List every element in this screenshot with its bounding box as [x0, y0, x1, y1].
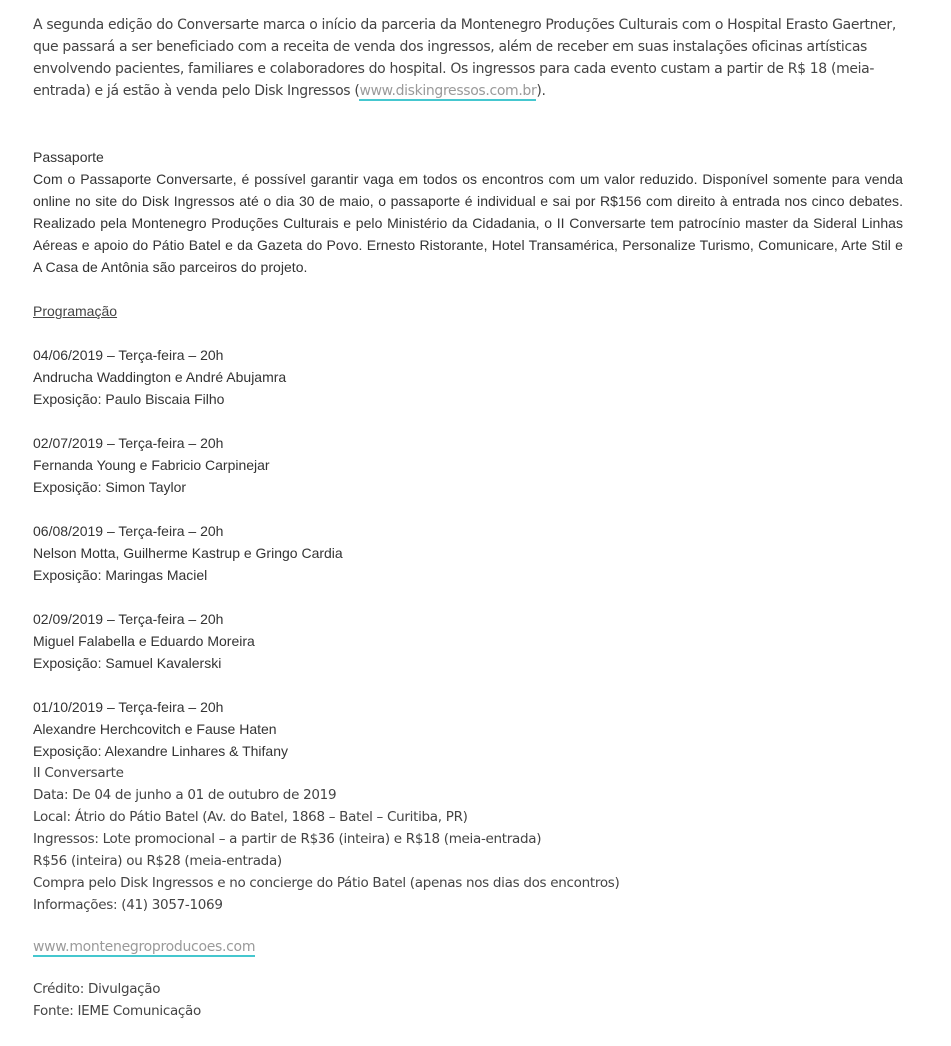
programacao-section [33, 300, 903, 762]
event-item [33, 432, 903, 498]
info-phone: Informações: (41) 3057-1069 [33, 897, 223, 913]
event-item [33, 520, 903, 586]
info-title: II Conversarte [33, 765, 124, 781]
event-date: 02/07/2019 – Terça-feira – 20h [33, 435, 224, 451]
photo-credit: Crédito: Divulgação [33, 981, 161, 997]
event-guests: Alexandre Herchcovitch e Fause Haten [33, 721, 277, 737]
passaporte-body: Com o Passaporte Conversarte, é possível garantir vaga em todos os encontros com um valor reduzido. Disponível somente para venda online no site do Disk Ingressos até o dia 30 de maio, o passaporte é individual e sai por R$156 com direito à entrada nos cinco debates. Realizado pela Montenegro Produções Culturais e pelo Ministério da Cidadania, o II Conversarte tem patrocínio master da Sideral Linhas Aéreas e apoio do Pátio Batel e da Gazeta do Povo. Ernesto Ristorante, Hotel Transamérica, Personalize Turismo, Comunicare, Arte Stil e A Casa de Antônia são parceiros do projeto. [33, 171, 903, 275]
event-info-section [33, 762, 903, 916]
event-guests: Miguel Falabella e Eduardo Moreira [33, 633, 255, 649]
montenegro-site-link[interactable]: www.montenegroproducoes.com [33, 939, 256, 955]
event-guests: Nelson Motta, Guilherme Kastrup e Gringo Cardia [33, 545, 343, 561]
disk-ingressos-link[interactable]: www.diskingressos.com.br [359, 83, 537, 99]
event-item [33, 608, 903, 674]
event-exhibition: Exposição: Samuel Kavalerski [33, 655, 222, 671]
intro-text-end: ). [536, 83, 546, 99]
event-exhibition: Exposição: Simon Taylor [33, 479, 187, 495]
credits-section [33, 978, 201, 1022]
info-tickets-prices: R$56 (inteira) ou R$28 (meia-entrada) [33, 853, 282, 869]
event-item [33, 344, 903, 410]
info-date: Data: De 04 de junho a 01 de outubro de 2019 [33, 787, 337, 803]
event-guests: Fernanda Young e Fabricio Carpinejar [33, 457, 270, 473]
info-location: Local: Átrio do Pátio Batel (Av. do Batel, 1868 – Batel – Curitiba, PR) [33, 809, 468, 825]
event-guests: Andrucha Waddington e André Abujamra [33, 369, 287, 385]
event-exhibition: Exposição: Paulo Biscaia Filho [33, 391, 225, 407]
event-date: 06/08/2019 – Terça-feira – 20h [33, 523, 224, 539]
info-tickets: Ingressos: Lote promocional – a partir de R$36 (inteira) e R$18 (meia-entrada) [33, 831, 542, 847]
site-link-row [33, 936, 255, 958]
event-item [33, 696, 903, 762]
passaporte-section [33, 146, 903, 278]
intro-paragraph [33, 14, 903, 102]
source-credit: Fonte: IEME Comunicação [33, 1003, 201, 1019]
intro-text: A segunda edição do Conversarte marca o início da parceria da Montenegro Produções Culturais com o Hospital Erasto Gaertner, que passará a ser beneficiado com a receita de venda dos ingressos, além de receber em suas instalações oficinas artísticas envolvendo pacientes, familiares e colaboradores do hospital. Os ingressos para cada evento custam a partir de R$ 18 (meia-entrada) e já estão à venda pelo Disk Ingressos ( [33, 17, 896, 99]
programacao-title[interactable]: Programação [33, 303, 118, 319]
event-date: 02/09/2019 – Terça-feira – 20h [33, 611, 224, 627]
event-date: 01/10/2019 – Terça-feira – 20h [33, 699, 224, 715]
event-exhibition: Exposição: Alexandre Linhares & Thifany [33, 743, 289, 759]
event-date: 04/06/2019 – Terça-feira – 20h [33, 347, 224, 363]
passaporte-title: Passaporte [33, 149, 104, 165]
info-purchase: Compra pelo Disk Ingressos e no concierge do Pátio Batel (apenas nos dias dos encontros) [33, 875, 620, 891]
event-exhibition: Exposição: Maringas Maciel [33, 567, 208, 583]
